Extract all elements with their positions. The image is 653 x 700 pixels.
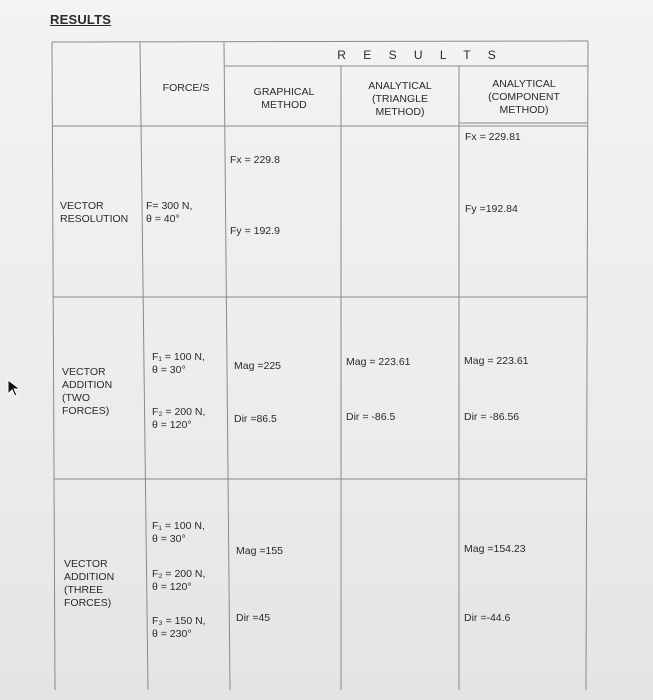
header-graphical-method: GRAPHICAL METHOD: [253, 86, 315, 111]
component-value: Mag =154.23: [464, 543, 526, 555]
results-banner: R E S U L T S: [337, 48, 503, 62]
force-value: F₃ = 150 N, θ = 230°: [152, 615, 206, 640]
component-value: Dir = -86.56: [464, 411, 520, 423]
component-value: Fy =192.84: [465, 203, 518, 215]
graphical-value: Dir =86.5: [234, 413, 277, 425]
graphical-value: Mag =155: [236, 545, 283, 557]
results-heading: RESULTS: [50, 12, 112, 27]
header-triangle-method: ANALYTICAL (TRIANGLE METHOD): [368, 80, 432, 118]
force-value: F= 300 N, θ = 40°: [146, 200, 193, 225]
row-label-two-forces: VECTOR ADDITION (TWO FORCES): [62, 366, 113, 417]
component-value: Fx = 229.81: [465, 131, 521, 143]
header-force: FORCE/S: [162, 82, 210, 94]
component-value: Dir =-44.6: [464, 612, 511, 624]
row-label-three-forces: VECTOR ADDITION (THREE FORCES): [64, 558, 115, 609]
component-value: Mag = 223.61: [464, 355, 529, 367]
triangle-value: Mag = 223.61: [346, 356, 411, 368]
force-value: F₂ = 200 N, θ = 120°: [152, 568, 206, 593]
graphical-value: Dir =45: [236, 612, 271, 624]
graphical-value: Mag =225: [234, 360, 281, 372]
force-value: F₁ = 100 N, θ = 30°: [152, 351, 205, 376]
row-label-vector-resolution: VECTOR RESOLUTION: [60, 200, 129, 225]
graphical-value: Fx = 229.8: [230, 154, 280, 166]
mouse-pointer-icon: [6, 378, 22, 398]
force-value: F₁ = 100 N, θ = 30°: [152, 520, 205, 545]
graphical-value: Fy = 192.9: [230, 225, 280, 237]
triangle-value: Dir = -86.5: [346, 411, 396, 423]
header-component-method: ANALYTICAL (COMPONENT METHOD): [488, 78, 560, 116]
force-value: F₂ = 200 N, θ = 120°: [152, 406, 206, 431]
